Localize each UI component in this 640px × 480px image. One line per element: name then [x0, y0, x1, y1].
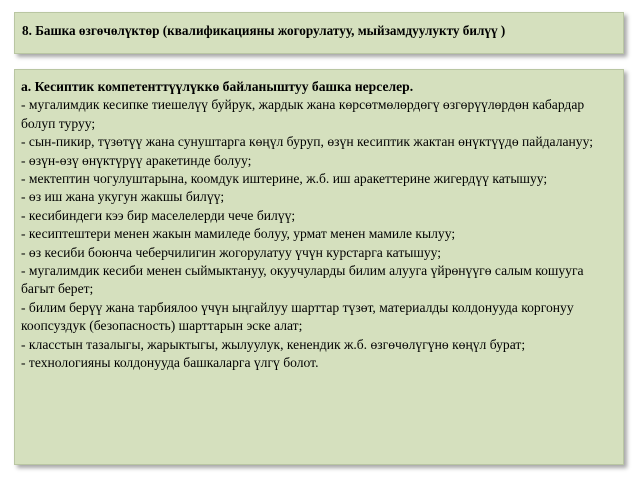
- content-box: [14, 69, 624, 465]
- section-heading: а. Кесиптик компетенттүүлүккө байланыштуу башка нерселер.: [21, 79, 414, 94]
- list-item: - кесибиндеги кээ бир маселелерди чече билүү;: [21, 207, 296, 223]
- list-item: - кесиптештери менен жакын мамиледе болуу, урмат менен мамиле кылуу;: [21, 226, 456, 242]
- list-item: - өзүн-өзү өнүктүрүү аракетинде болуу;: [21, 152, 252, 168]
- list-item: - мугалимдик кесипке тиешелүү буйрук, жардык жана көрсөтмөлөрдөгү өзгөрүүлөрдөн кабардар болуп туруу;: [21, 97, 585, 131]
- list-item: - өз иш жана укугун жакшы билүү;: [21, 189, 225, 205]
- list-item: - технологияны колдонууда башкаларга үлгү болот.: [21, 355, 319, 371]
- title-box: [14, 12, 624, 54]
- list-item: - билим берүү жана тарбиялоо үчүн ыңгайлуу шарттар түзөт, материалды колдонууда коргонуу коопсуздук (безопасность) шарттарын эске алат;: [21, 299, 574, 334]
- list-item: - класстын тазалыгы, жарыктыгы, жылуулук, кенендик ж.б. өзгөчөлүгүнө көңүл бурат;: [21, 336, 526, 352]
- slide-title: 8. Башка өзгөчөлүктөр (квалификацияны жогорулатуу, мыйзамдуулукту билүү ): [22, 23, 506, 38]
- list-item: - мектептин чогулуштарына, коомдук иштерине, ж.б. иш аракеттерине жигердүү катышуу;: [21, 171, 548, 187]
- list-item: - өз кесиби боюнча чеберчилигин жогорулатуу үчүн курстарга катышуу;: [21, 244, 442, 260]
- list-item: - сын-пикир, түзөтүү жана сунуштарга көңүл буруп, өзүн кесиптик жактан өнүктүүдө пайдалануу;: [21, 134, 593, 150]
- list-item: - мугалимдик кесиби менен сыймыктануу, окуучуларды билим алууга үйрөнүүгө салым кошууга багыт берет;: [21, 263, 584, 297]
